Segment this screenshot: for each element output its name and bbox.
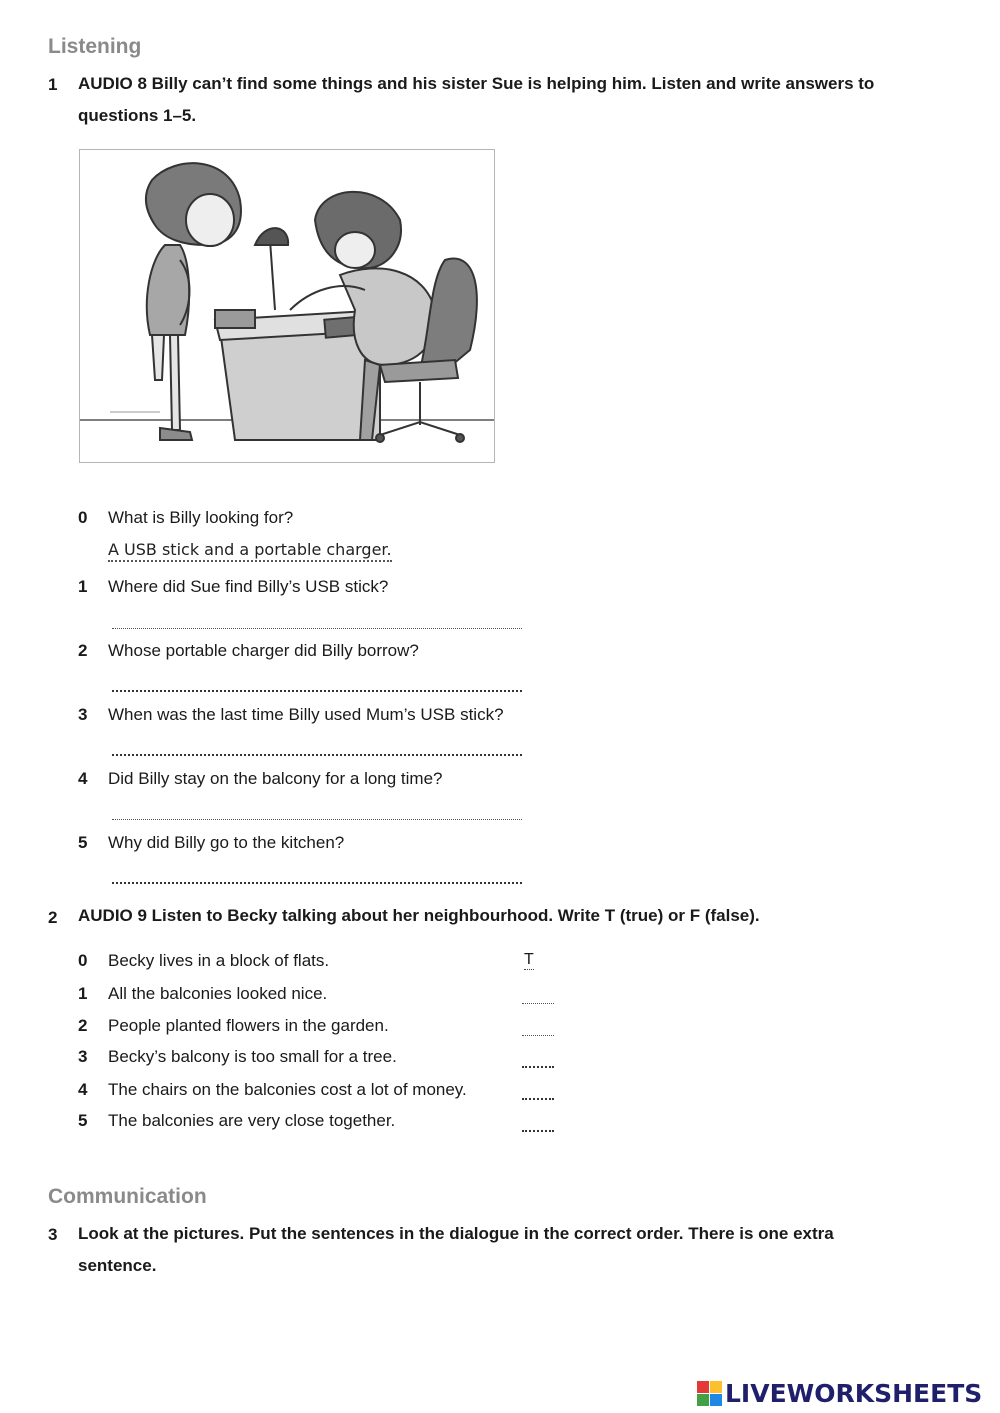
- statement-3-text: Becky’s balcony is too small for a tree.: [108, 1047, 397, 1066]
- section-title-communication: Communication: [48, 1185, 207, 1208]
- question-1-number: 1: [78, 577, 88, 596]
- question-0-example-answer: A USB stick and a portable charger.: [108, 540, 392, 562]
- statement-1-number: 1: [78, 984, 88, 1003]
- question-3-answer-field[interactable]: [112, 754, 522, 756]
- question-5-number: 5: [78, 833, 88, 852]
- statement-5-answer-field[interactable]: [522, 1114, 554, 1132]
- exercise-3-instruction-line1: Look at the pictures. Put the sentences in the dialogue in the correct order. There is one extra: [78, 1224, 834, 1243]
- question-3-number: 3: [78, 705, 88, 724]
- illustration-frame: [79, 149, 495, 463]
- liveworksheets-logo-icon: [697, 1381, 722, 1406]
- statement-0-number: 0: [78, 951, 88, 970]
- question-1-answer-field[interactable]: [112, 628, 522, 629]
- statement-4-text: The chairs on the balconies cost a lot of money.: [108, 1080, 467, 1099]
- statement-5-number: 5: [78, 1111, 88, 1130]
- question-3-text: When was the last time Billy used Mum’s USB stick?: [108, 705, 504, 724]
- exercise-2-instruction: AUDIO 9 Listen to Becky talking about her neighbourhood. Write T (true) or F (false).: [78, 906, 760, 925]
- question-5-text: Why did Billy go to the kitchen?: [108, 833, 345, 852]
- statement-5-text: The balconies are very close together.: [108, 1111, 396, 1130]
- question-1-text: Where did Sue find Billy’s USB stick?: [108, 577, 389, 596]
- exercise-3-instruction-line2: sentence.: [78, 1256, 157, 1275]
- statement-1-text: All the balconies looked nice.: [108, 984, 328, 1003]
- statement-0-answer-value: T: [524, 951, 534, 968]
- question-2-answer-field[interactable]: [112, 690, 522, 692]
- exercise-3-number: 3: [48, 1225, 58, 1244]
- question-4-number: 4: [78, 769, 88, 788]
- statement-0-answer: [522, 953, 554, 971]
- exercise-1-instruction: [78, 68, 958, 132]
- exercise-2-number: 2: [48, 908, 58, 927]
- statement-3-answer-field[interactable]: [522, 1050, 554, 1068]
- logo-square-green: [697, 1394, 709, 1406]
- girl-figure: [146, 163, 241, 440]
- exercise-1-number: 1: [48, 75, 58, 94]
- liveworksheets-logo[interactable]: [697, 1378, 982, 1408]
- statement-2-answer-field[interactable]: [522, 1018, 554, 1036]
- question-2-number: 2: [78, 641, 88, 660]
- statement-2-number: 2: [78, 1016, 88, 1035]
- section-title-listening: Listening: [48, 35, 142, 58]
- question-4-answer-field[interactable]: [112, 819, 522, 820]
- question-5-answer-field[interactable]: [112, 882, 522, 884]
- statement-3-number: 3: [78, 1047, 88, 1066]
- statement-1-answer-field[interactable]: [522, 986, 554, 1004]
- statement-2-answer-blank[interactable]: [522, 1035, 554, 1036]
- question-0-number: 0: [78, 508, 88, 527]
- statement-4-number: 4: [78, 1080, 88, 1099]
- question-4-text: Did Billy stay on the balcony for a long time?: [108, 769, 443, 788]
- exercise-1-instruction-line2: questions 1–5.: [78, 106, 197, 125]
- girl-watching-boy-search-desk-illustration: [80, 150, 494, 462]
- question-2-text: Whose portable charger did Billy borrow?: [108, 641, 419, 660]
- statement-4-answer-blank[interactable]: [522, 1098, 554, 1100]
- logo-square-yellow: [710, 1381, 722, 1393]
- statement-5-answer-blank[interactable]: [522, 1130, 554, 1132]
- statement-0-text: Becky lives in a block of flats.: [108, 951, 330, 970]
- question-0-text: What is Billy looking for?: [108, 508, 294, 527]
- statement-4-answer-field[interactable]: [522, 1082, 554, 1100]
- logo-square-blue: [710, 1394, 722, 1406]
- statement-3-answer-blank[interactable]: [522, 1066, 554, 1068]
- logo-square-red: [697, 1381, 709, 1393]
- liveworksheets-logo-text: LIVEWORKSHEETS: [725, 1378, 983, 1408]
- statement-2-text: People planted flowers in the garden.: [108, 1016, 389, 1035]
- exercise-3-instruction: [78, 1218, 958, 1282]
- exercise-1-instruction-line1: AUDIO 8 Billy can’t find some things and his sister Sue is helping him. Listen and write answers to: [78, 74, 875, 93]
- statement-1-answer-blank[interactable]: [522, 1003, 554, 1004]
